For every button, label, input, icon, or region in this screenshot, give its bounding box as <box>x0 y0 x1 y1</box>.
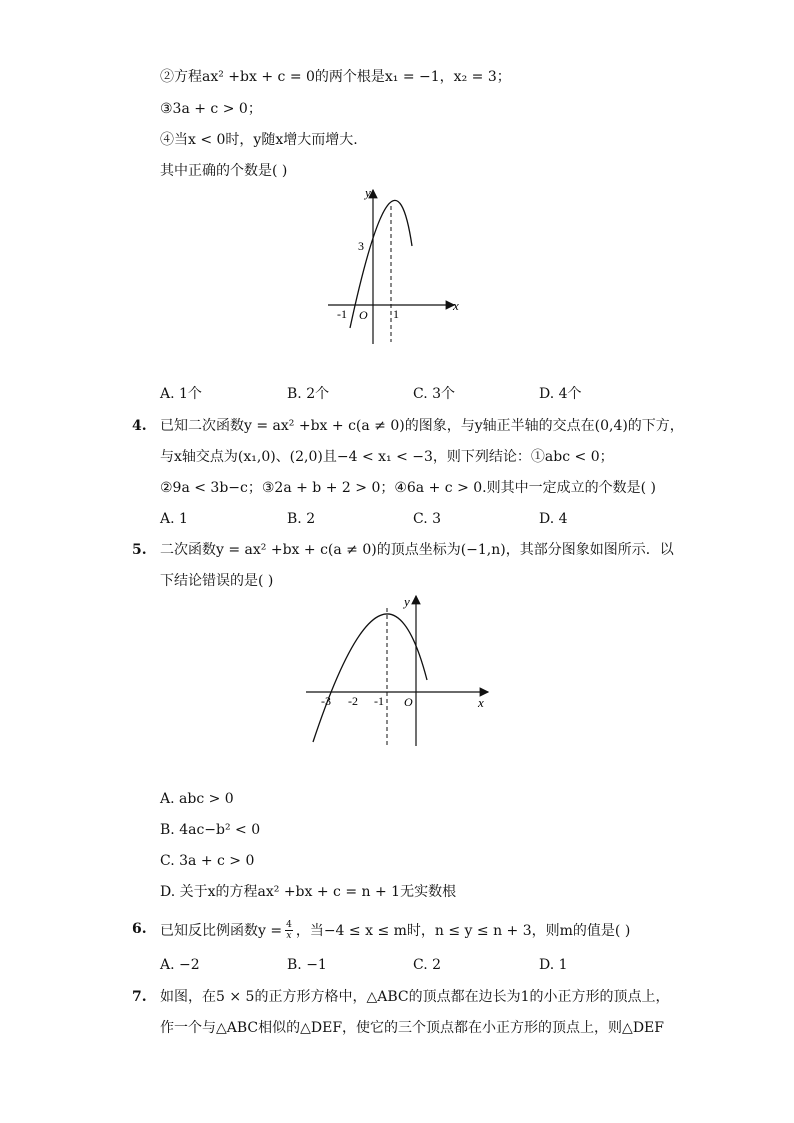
q5-line-2: 下结论错误的是( ) <box>160 573 274 589</box>
q3-tick-neg1: -1 <box>337 307 347 321</box>
q3-statement-3: ③3a + c > 0； <box>160 101 262 117</box>
q3-parabola-graph <box>320 182 470 348</box>
q6-fraction-denominator: x <box>286 931 292 941</box>
q6-fraction-numerator: 4 <box>286 920 292 930</box>
q3-statement-4: ④当x < 0时，y随x增大而增大. <box>160 132 358 148</box>
q3-origin: O <box>359 308 368 322</box>
q5-y-label: y <box>404 594 410 609</box>
q4-option-c: C. 3 <box>413 511 442 527</box>
q3-y-label: y <box>365 185 371 200</box>
q4-line-1: 已知二次函数y = ax² +bx + c(a ≠ 0)的图象，与y轴正半轴的交点在(0,4)的下方， <box>160 418 684 434</box>
q6-option-b: B. −1 <box>287 957 327 973</box>
q6-option-d: D. 1 <box>539 957 568 973</box>
q5-option-b: B. 4ac−b² < 0 <box>160 822 261 838</box>
q7-number: 7. <box>132 989 147 1005</box>
q5-number: 5. <box>132 542 147 558</box>
q5-tick-neg1: -1 <box>374 694 384 708</box>
q6-option-a: A. −2 <box>160 957 200 973</box>
q4-line-3: ②9a < 3b−c；③2a + b + 2 > 0；④6a + c > 0.则其中一定成立的个数是( ) <box>160 480 656 496</box>
q6-text-before: 已知反比例函数y = <box>160 922 283 939</box>
q5-option-c: C. 3a + c > 0 <box>160 853 255 869</box>
q4-option-b: B. 2 <box>287 511 316 527</box>
q7-line-2: 作一个与△ABC相似的△DEF，使它的三个顶点都在小正方形的顶点上，则△DEF <box>160 1020 664 1036</box>
q3-option-c: C. 3个 <box>413 386 456 402</box>
q3-option-a: A. 1个 <box>160 386 202 402</box>
q5-option-a: A. abc > 0 <box>160 791 234 807</box>
q6-fraction <box>285 920 293 941</box>
q5-tick-neg2: -2 <box>348 694 358 708</box>
q3-question: 其中正确的个数是( ) <box>160 163 288 179</box>
q3-tick-1: 1 <box>393 307 399 321</box>
q3-option-b: B. 2个 <box>287 386 330 402</box>
q3-x-label: x <box>453 298 459 313</box>
q5-option-d: D. 关于x的方程ax² +bx + c = n + 1无实数根 <box>160 884 457 900</box>
q5-parabola-graph <box>300 590 500 752</box>
q4-number: 4. <box>132 418 147 434</box>
q5-parabola-curve <box>313 614 427 742</box>
q5-tick-neg3: -3 <box>321 694 331 708</box>
q6-number: 6. <box>132 921 147 937</box>
q3-tick-3: 3 <box>358 239 364 253</box>
q4-option-d: D. 4 <box>539 511 568 527</box>
q5-x-label: x <box>478 695 484 710</box>
q3-statement-2: ②方程ax² +bx + c = 0的两个根是x₁ = −1，x₂ = 3； <box>160 69 511 85</box>
q6-text-after: ，当−4 ≤ x ≤ m时，n ≤ y ≤ n + 3，则m的值是( ) <box>295 922 631 939</box>
q4-line-2: 与x轴交点为(x₁,0)、(2,0)且−4 < x₁ < −3，则下列结论：①abc < 0； <box>160 449 614 465</box>
q5-origin: O <box>404 695 413 709</box>
q6-option-c: C. 2 <box>413 957 442 973</box>
q7-line-1: 如图，在5 × 5的正方形方格中，△ABC的顶点都在边长为1的小正方形的顶点上， <box>160 989 670 1005</box>
q6-line-1 <box>160 920 630 941</box>
q4-option-a: A. 1 <box>160 511 188 527</box>
q3-option-d: D. 4个 <box>539 386 582 402</box>
q5-line-1: 二次函数y = ax² +bx + c(a ≠ 0)的顶点坐标为(−1,n)，其部分图象如图所示．以 <box>160 542 674 558</box>
